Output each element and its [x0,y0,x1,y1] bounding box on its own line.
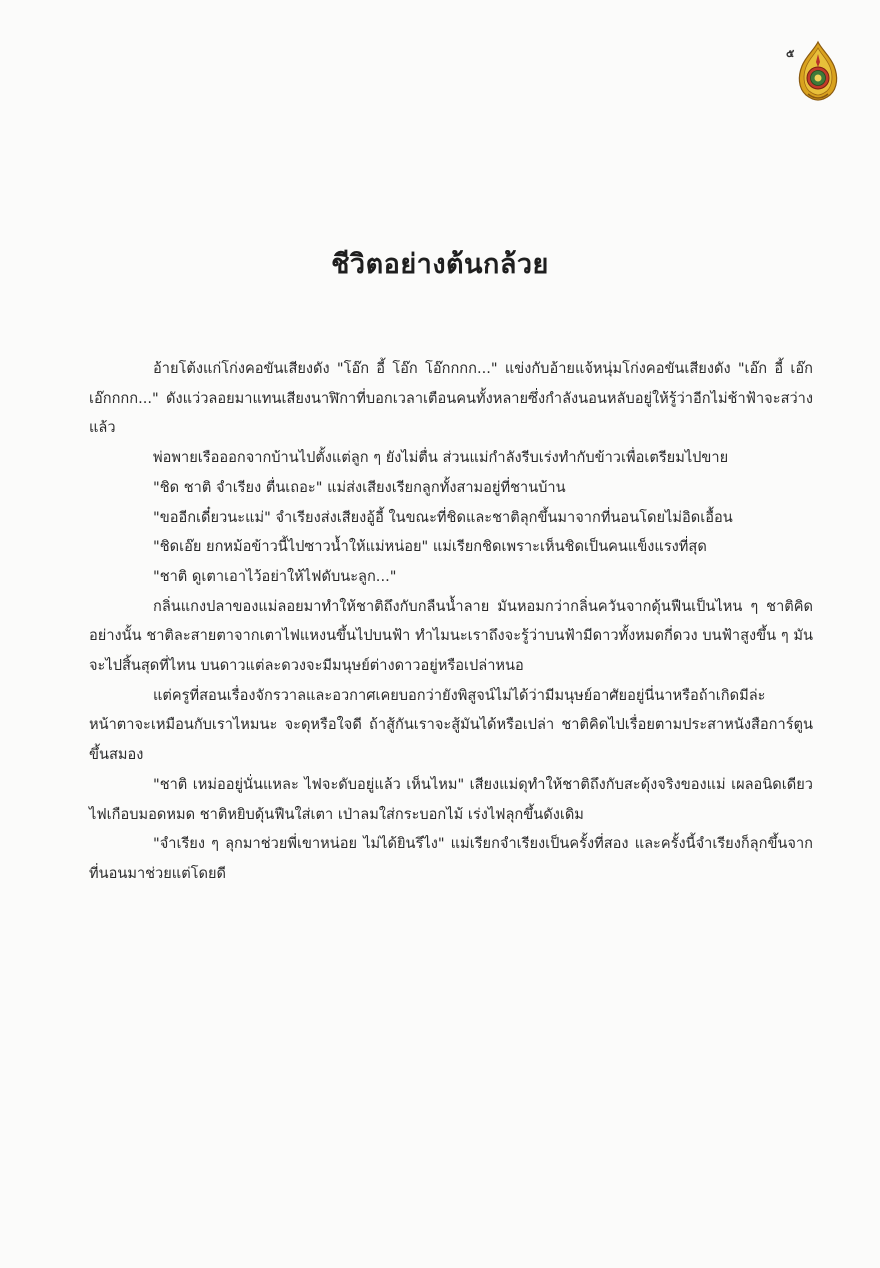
paragraph: "ชิด ชาติ จำเรียง ตื่นเถอะ" แม่ส่งเสียงเรียกลูกทั้งสามอยู่ที่ชานบ้าน [153,478,566,496]
school-emblem-icon [796,40,840,102]
paragraph: "ขออีกเดี๋ยวนะแม่" จำเรียงส่งเสียงอู้อี้ ในขณะที่ชิดและชาติลุกขึ้นมาจากที่นอนโดยไม่อิดเอื้อน [153,508,733,526]
story-title: ชีวิตอย่างต้นกล้วย [331,249,549,280]
paragraph: "ชาติ ดูเตาเอาไว้อย่าให้ไฟดับนะลูก..." [153,567,397,585]
paragraph: "จำเรียง ๆ ลุกมาช่วยพี่เขาหน่อย ไม่ได้ยินรึไง" แม่เรียกจำเรียงเป็นครั้งที่สอง และครั้งนี้จำเรียงก็ลุกขึ้นจากที่นอนมาช่วยแต่โดยดี [89,835,813,882]
paragraph: แต่ครูที่สอนเรื่องจักรวาลและอวกาศเคยบอกว่ายังพิสูจน์ไม่ได้ว่ามีมนุษย์อาศัยอยู่นี่นาหรือถ้าเกิดมีล่ะ หน้าตาจะเหมือนกับเราไหมนะ จะดุหรือใจดี ถ้าสู้กันเราจะสู้มันได้หรือเปล่า ชาติคิดไปเรื่อยตามประสาหนังสือการ์ตูนขึ้นสมอง [89,686,813,764]
paragraph: กลิ่นแกงปลาของแม่ลอยมาทำให้ชาติถึงกับกลืนน้ำลาย มันหอมกว่ากลิ่นควันจากดุ้นฟืนเป็นไหน ๆ ชาติคิดอย่างนั้น ชาติละสายตาจากเตาไฟแหงนขึ้นไปบนฟ้า ทำไมนะเราถึงจะรู้ว่าบนฟ้ามีดาวทั้งหมดกี่ดวง บนฟ้าสูงขึ้น ๆ มันจะไปสิ้นสุดที่ไหน บนดาวแต่ละดวงจะมีมนุษย์ต่างดาวอยู่หรือเปล่าหนอ [89,597,813,675]
paragraph: พ่อพายเรือออกจากบ้านไปตั้งแต่ลูก ๆ ยังไม่ตื่น ส่วนแม่กำลังรีบเร่งทำกับข้าวเพื่อเตรียมไปขาย [153,449,729,467]
paragraph: "ชาติ เหม่ออยู่นั่นแหละ ไฟจะดับอยู่แล้ว เห็นไหม" เสียงแม่ดุทำให้ชาติถึงกับสะดุ้งจริงของแม่ เผลอนิดเดียวไฟเกือบมอดหมด ชาติหยิบดุ้นฟืนใส่เตา เป่าลมใส่กระบอกไม้ เร่งไฟลุกขึ้นดังเดิม [89,775,813,823]
paragraph: อ้ายโต้งแก่โก่งคอขันเสียงดัง "โอ๊ก อี้ โอ๊ก โอ๊กกกก..." แข่งกับอ้ายแจ้หนุ่มโก่งคอขันเสียงดัง "เอ๊ก อี้ เอ๊ก เอ๊กกกก..." ดังแว่วลอยมาแทนเสียงนาฬิกาที่บอกเวลาเตือนคนทั้งหลายซึ่งกำลังนอนหลับอยู่ให้รู้ว่าอีกไม่ช้าฟ้าจะสว่างแล้ว [89,360,813,437]
story-body [89,354,813,889]
paragraph: "ชิดเอ๊ย ยกหม้อข้าวนี้ไปซาวน้ำให้แม่หน่อย" แม่เรียกชิดเพราะเห็นชิดเป็นคนแข็งแรงที่สุด [153,538,707,556]
page-number: ๕ [786,47,795,60]
